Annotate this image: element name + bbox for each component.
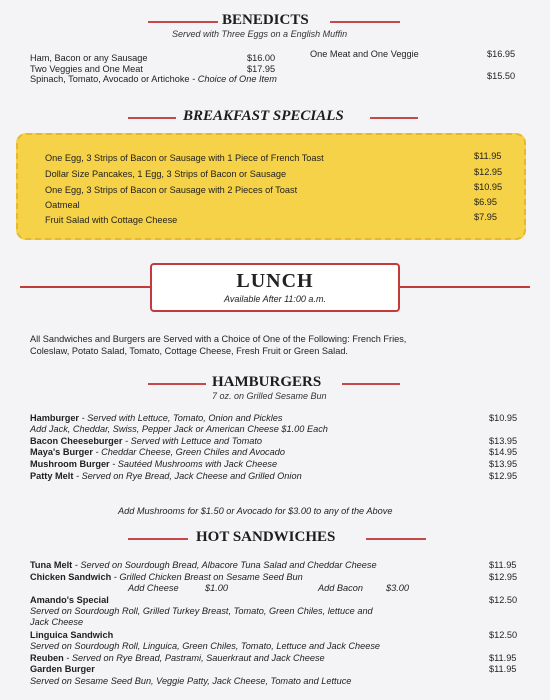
hamburgers-footnote: Add Mushrooms for $1.50 or Avocado for $3.00 to any of the Above <box>118 506 393 516</box>
menu-item-desc: - Served on Sourdough Bread, Albacore Tuna Salad and Cheddar Cheese <box>72 560 377 570</box>
menu-item-extra: Add Bacon <box>318 583 363 593</box>
breakfast-rule-right <box>370 117 418 119</box>
menu-item-desc: - Grilled Chicken Breast on Sesame Seed Bun <box>111 572 303 582</box>
menu-item-desc: Jack Cheese <box>30 617 84 627</box>
menu-item <box>30 447 285 457</box>
menu-item-desc: - Served with Lettuce and Tomato <box>122 436 263 446</box>
menu-item-name: Tuna Melt <box>30 560 73 570</box>
menu-item-name: Garden Burger <box>30 664 95 674</box>
hamburgers-subtitle: 7 oz. on Grilled Sesame Bun <box>212 391 327 401</box>
menu-item-price: $10.95 <box>474 182 503 192</box>
menu-item-desc: Served on Sesame Seed Bun, Veggie Patty, Jack Cheese, Tomato and Lettuce <box>30 676 352 686</box>
menu-item: One Egg, 3 Strips of Bacon or Sausage with 2 Pieces of Toast <box>45 185 298 195</box>
menu-item <box>30 572 303 582</box>
menu-item-name: Maya's Burger <box>30 447 93 457</box>
benedicts-title: BENEDICTS <box>222 12 309 28</box>
menu-item-price: $11.95 <box>474 151 502 161</box>
menu-item-name: Reuben <box>30 653 64 663</box>
menu-item-price: $13.95 <box>489 436 518 446</box>
menu-item-desc: - Cheddar Cheese, Green Chiles and Avocado <box>92 447 285 457</box>
menu-item-name: Amando's Special <box>30 595 109 605</box>
breakfast-title: BREAKFAST SPECIALS <box>183 108 344 124</box>
menu-item-desc: - Served on Rye Bread, Pastrami, Sauerkraut and Jack Cheese <box>63 653 325 663</box>
menu-item-price: $12.95 <box>474 167 503 177</box>
hot-sandwiches-title: HOT SANDWICHES <box>196 529 336 545</box>
menu-item <box>30 74 277 84</box>
lunch-intro-line: Coleslaw, Potato Salad, Tomato, Cottage Cheese, Fresh Fruit or Green Salad. <box>30 346 348 356</box>
hamburgers-rule-right <box>342 383 400 385</box>
menu-item-desc: - Served with Lettuce, Tomato, Onion and Pickles <box>79 413 283 423</box>
menu-item-price: $10.95 <box>489 413 518 423</box>
menu-item-name: Bacon Cheeseburger <box>30 436 123 446</box>
lunch-rule-right <box>400 286 530 288</box>
menu-item <box>30 436 262 446</box>
menu-item-name: Hamburger <box>30 413 80 423</box>
menu-item-extra: Add Cheese <box>128 583 179 593</box>
menu-item-price: $14.95 <box>489 447 518 457</box>
menu-item-extra-price: $1.00 <box>205 583 228 593</box>
breakfast-rule-left <box>128 117 176 119</box>
menu-item: Ham, Bacon or any Sausage <box>30 53 148 63</box>
menu-item <box>30 471 302 481</box>
lunch-intro-line: All Sandwiches and Burgers are Served with a Choice of One of the Following: French Fries, <box>30 334 407 344</box>
lunch-title: LUNCH <box>236 270 314 292</box>
menu-item-price: $7.95 <box>474 212 497 222</box>
menu-item: Dollar Size Pancakes, 1 Egg, 3 Strips of Bacon or Sausage <box>45 169 287 179</box>
menu-item: Fruit Salad with Cottage Cheese <box>45 215 178 225</box>
menu-item-price: $13.95 <box>489 459 518 469</box>
hamburgers-title: HAMBURGERS <box>212 374 322 390</box>
menu-item-price: $11.95 <box>489 664 517 674</box>
menu-item-desc: Served on Sourdough Roll, Grilled Turkey Breast, Tomato, Green Chiles, lettuce and <box>30 606 373 616</box>
menu-item-price: $11.95 <box>489 653 517 663</box>
menu-item <box>30 560 377 570</box>
menu-item-price: $16.00 <box>247 53 276 63</box>
menu-item-desc: - Sautéed Mushrooms with Jack Cheese <box>109 459 278 469</box>
menu-item <box>30 413 282 423</box>
menu-item-price: $12.95 <box>489 471 518 481</box>
hamburgers-rule-left <box>148 383 206 385</box>
menu-item-name: Patty Melt <box>30 471 74 481</box>
menu-item-name: Linguica Sandwich <box>30 630 114 640</box>
menu-item-price: $12.95 <box>489 572 518 582</box>
benedicts-subtitle: Served with Three Eggs on a English Muffin <box>172 29 348 39</box>
menu-item-price: $16.95 <box>487 49 516 59</box>
menu-item-price: $17.95 <box>247 64 276 74</box>
menu-item-extra-price: $3.00 <box>386 583 409 593</box>
menu-item: Two Veggies and One Meat <box>30 64 143 74</box>
benedicts-rule-left <box>148 21 218 23</box>
menu-item-price: $15.50 <box>487 71 516 81</box>
lunch-rule-left <box>20 286 150 288</box>
hot-sandwiches-rule-right <box>366 538 426 540</box>
menu-item <box>30 459 277 469</box>
menu-item-price: $12.50 <box>489 630 518 640</box>
menu-item: One Egg, 3 Strips of Bacon or Sausage with 1 Piece of French Toast <box>45 153 324 163</box>
menu-item-price: $11.95 <box>489 560 517 570</box>
hot-sandwiches-rule-left <box>128 538 188 540</box>
menu-item-name: Mushroom Burger <box>30 459 110 469</box>
menu-item-price: $6.95 <box>474 197 497 207</box>
menu-item-name: Spinach, Tomato, Avocado or Artichoke <box>30 74 190 84</box>
menu-item <box>30 653 325 663</box>
menu-item-desc: - Served on Rye Bread, Jack Cheese and Grilled Onion <box>73 471 302 481</box>
menu-item-desc: Served on Sourdough Roll, Linguica, Green Chiles, Tomato, Lettuce and Jack Cheese <box>30 641 381 651</box>
menu-item-price: $12.50 <box>489 595 518 605</box>
benedicts-rule-right <box>330 21 400 23</box>
menu-item: Oatmeal <box>45 200 80 210</box>
menu-item-note: - Choice of One Item <box>189 74 277 84</box>
menu-item: One Meat and One Veggie <box>310 49 419 59</box>
menu-item-extra: Add Jack, Cheddar, Swiss, Pepper Jack or American Cheese $1.00 Each <box>30 424 328 434</box>
menu-item-name: Chicken Sandwich <box>30 572 112 582</box>
lunch-subtitle: Available After 11:00 a.m. <box>224 294 326 304</box>
